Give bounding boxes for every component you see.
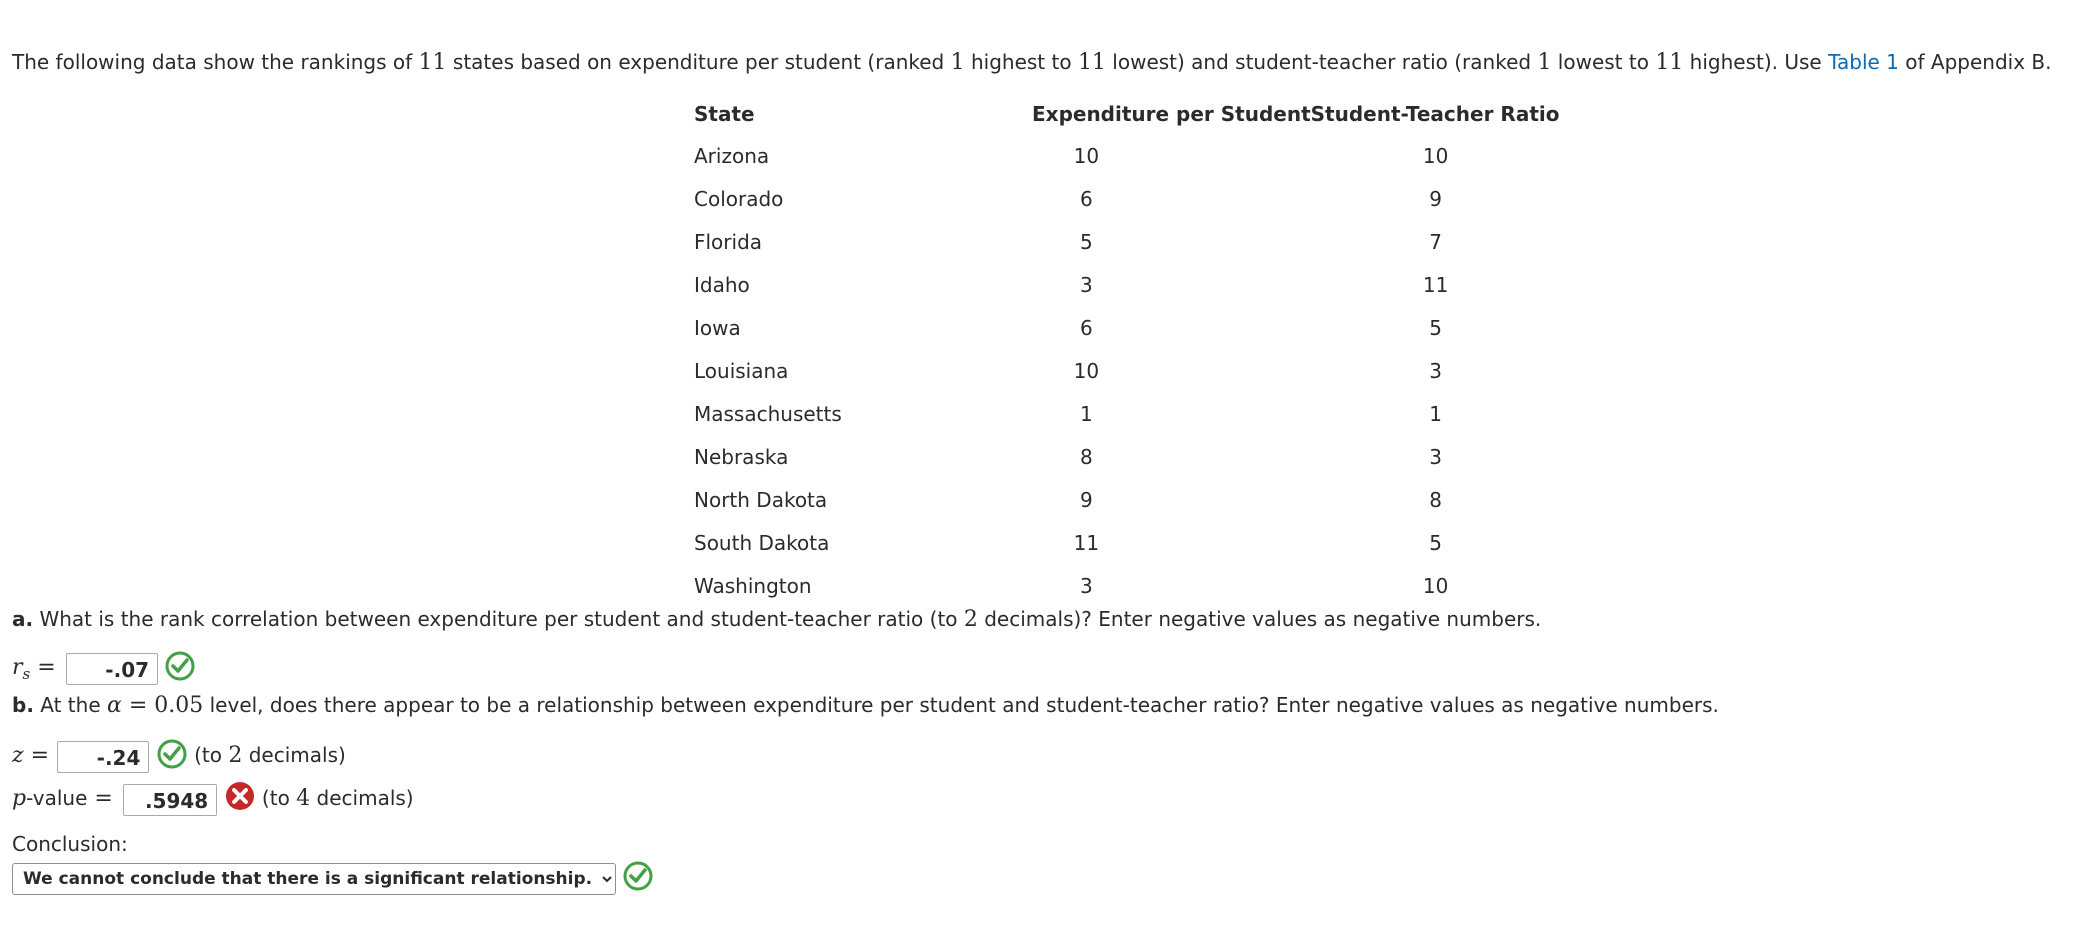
- cell-ratio: 5: [1429, 315, 1442, 340]
- table-row: [694, 177, 1561, 220]
- header-expenditure: Expenditure per Student: [1032, 102, 1311, 126]
- cell-state: Arizona: [694, 143, 770, 168]
- cell-state: Iowa: [694, 315, 741, 340]
- cell-ratio: 1: [1429, 401, 1442, 426]
- cell-ratio: 5: [1429, 530, 1442, 555]
- conclusion-row: [12, 860, 654, 897]
- table-row: [694, 306, 1561, 349]
- cell-state: North Dakota: [694, 487, 828, 512]
- cell-expenditure: 5: [1079, 229, 1093, 254]
- cell-state: Massachusetts: [694, 401, 842, 426]
- cell-ratio: 9: [1429, 186, 1442, 211]
- cell-state: Washington: [694, 573, 812, 598]
- rankings-table: [694, 96, 1561, 607]
- table-row: [694, 220, 1561, 263]
- cell-ratio: 7: [1429, 229, 1442, 254]
- cell-state: South Dakota: [694, 530, 830, 555]
- cell-state: Idaho: [694, 272, 750, 297]
- cell-expenditure: 10: [1073, 143, 1100, 168]
- cell-expenditure: 10: [1073, 358, 1100, 383]
- cell-expenditure: 6: [1079, 186, 1093, 211]
- p-value-input[interactable]: .5948: [123, 784, 217, 816]
- part-a-question: a. What is the rank correlation between expenditure per student and student-teacher ratio (to 2 decimals)? Enter negative values as negative numbers.: [12, 607, 1542, 632]
- cell-ratio: 3: [1429, 358, 1442, 383]
- z-answer-row: z = -.24 (to 2 decimals): [12, 738, 346, 775]
- cell-ratio: 3: [1429, 444, 1442, 469]
- z-input[interactable]: -.24: [57, 741, 149, 773]
- table-row: [694, 478, 1561, 521]
- part-b-question: b. At the α = 0.05 level, does there appear to be a relationship between expenditure per student and student-teacher ratio? Enter negative values as negative numbers.: [12, 693, 1719, 718]
- cell-state: Florida: [694, 229, 763, 254]
- incorrect-x-icon: [224, 781, 256, 818]
- cell-expenditure: 11: [1073, 530, 1100, 555]
- header-state: State: [694, 102, 755, 126]
- table-row: [694, 349, 1561, 392]
- cell-state: Nebraska: [694, 444, 789, 469]
- rank-correlation-input[interactable]: -.07: [66, 653, 158, 685]
- correct-check-icon: [164, 650, 196, 687]
- problem-intro: The following data show the rankings of 11 states based on expenditure per student (ranked 1 highest to 11 lowest) and student-teacher ratio (ranked 1 lowest to 11 highest). Use Table 1 of Appendix B.: [12, 50, 2052, 75]
- conclusion-label: Conclusion:: [12, 832, 128, 856]
- p-value-answer-row: p-value = .5948 (to 4 decimals): [12, 781, 414, 818]
- cell-expenditure: 6: [1079, 315, 1093, 340]
- cell-ratio: 11: [1422, 272, 1449, 297]
- cell-expenditure: 1: [1079, 401, 1093, 426]
- conclusion-select[interactable]: [12, 863, 616, 895]
- cell-expenditure: 9: [1079, 487, 1093, 512]
- table-row: [694, 263, 1561, 306]
- table-row: [694, 435, 1561, 478]
- cell-expenditure: 8: [1079, 444, 1093, 469]
- table-header-row: [694, 96, 1561, 134]
- cell-ratio: 10: [1422, 573, 1449, 598]
- correct-check-icon: [156, 738, 188, 775]
- cell-state: Louisiana: [694, 358, 789, 383]
- cell-ratio: 10: [1422, 143, 1449, 168]
- cell-expenditure: 3: [1079, 272, 1093, 297]
- table-row: [694, 134, 1561, 177]
- correct-check-icon: [622, 860, 654, 897]
- table-1-link[interactable]: Table 1: [1828, 50, 1899, 74]
- header-ratio: Student-Teacher Ratio: [1310, 102, 1560, 126]
- table-row: [694, 392, 1561, 435]
- cell-state: Colorado: [694, 186, 784, 211]
- cell-expenditure: 3: [1079, 573, 1093, 598]
- table-row: [694, 564, 1561, 607]
- table-row: [694, 521, 1561, 564]
- part-a-answer-row: $r_s = -.07$: [12, 650, 196, 687]
- cell-ratio: 8: [1429, 487, 1442, 512]
